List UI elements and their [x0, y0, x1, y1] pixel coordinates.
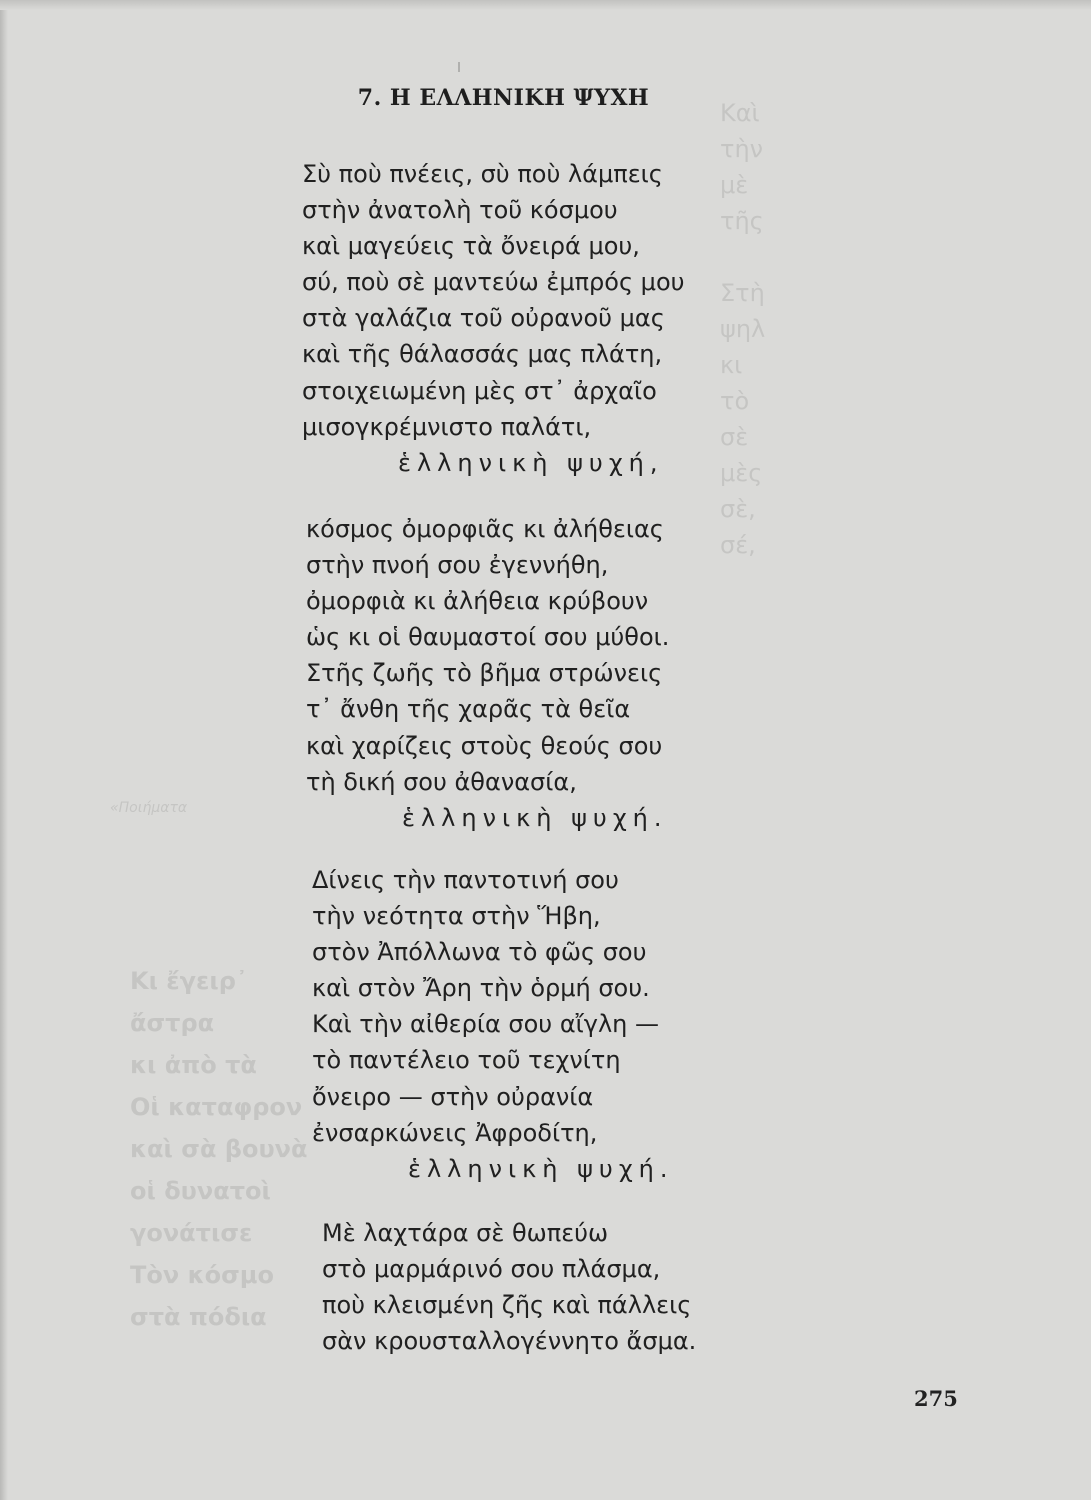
- verse-line: τὸ παντέλειο τοῦ τεχνίτη: [312, 1046, 621, 1075]
- verse-line: Στῆς ζωῆς τὸ βῆμα στρώνεις: [306, 659, 663, 688]
- verse-line: ὄνειρο — στὴν οὐρανία: [312, 1082, 594, 1111]
- verse-line: σύ, ποὺ σὲ μαντεύω ἐμπρός μου: [302, 268, 685, 297]
- show-through-text: «Ποιήματα: [110, 800, 188, 816]
- verse-line: στὴν ἀνατολὴ τοῦ κόσμου: [302, 196, 618, 225]
- refrain-line: ἑλληνικὴ ψυχή,: [398, 448, 664, 477]
- verse-line: στὰ γαλάζια τοῦ οὐρανοῦ μας: [302, 304, 665, 333]
- verse-line: κόσμος ὀμορφιᾶς κι ἀλήθειας: [306, 515, 664, 543]
- refrain-line: ἑλληνικὴ ψυχή.: [402, 803, 668, 832]
- page-number: 275: [914, 1386, 958, 1411]
- verse-line: στὸν Ἀπόλλωνα τὸ φῶς σου: [312, 938, 647, 967]
- verse-line: στὸ μαρμάρινό σου πλάσμα,: [322, 1255, 661, 1284]
- verse-line: σὰν κρουσταλλογέννητο ἄσμα.: [322, 1327, 697, 1356]
- page-gutter-shadow: [0, 0, 8, 1500]
- stanza: [312, 862, 674, 1187]
- verse-line: καὶ μαγεύεις τὰ ὄνειρά μου,: [302, 232, 640, 261]
- verse-line: μισογκρέμνιστο παλάτι,: [302, 412, 592, 441]
- show-through-text: Κι ἔγειρ᾽ ἄστρα κι ἀπὸ τὰ Οἱ καταφρον καὶ σὰ βουνὰ οἱ δυνατοὶ γονάτισε Τὸν κόσμο στὰ πόδια: [130, 967, 308, 1331]
- verse-line: στοιχειωμένη μὲς στ᾽ ἀρχαῖο: [302, 376, 657, 405]
- verse-line: ὀμορφιὰ κι ἀλήθεια κρύβουν: [306, 587, 649, 616]
- verse-line: ὡς κι οἱ θαυμαστοί σου μύθοι.: [306, 623, 670, 652]
- verse-line: ποὺ κλεισμένη ζῆς καὶ πάλλεις: [322, 1291, 692, 1320]
- stanza: [302, 156, 685, 481]
- show-through-text: Καὶ τὴν μὲ τῆς Στὴ ψηλ κι τὸ σὲ μὲς σὲ, σέ,: [720, 99, 766, 559]
- printer-mark: [458, 62, 460, 72]
- page-top-shadow: [0, 0, 1091, 10]
- verse-line: Μὲ λαχτάρα σὲ θωπεύω: [322, 1219, 609, 1247]
- verse-line: στὴν πνοή σου ἐγεννήθη,: [306, 551, 609, 580]
- verse-line: καὶ τῆς θάλασσάς μας πλάτη,: [302, 340, 663, 369]
- verse-line: τὴ δική σου ἀθανασία,: [306, 767, 577, 796]
- stanza: [322, 1215, 696, 1359]
- verse-line: ἐνσαρκώνεις Ἀφροδίτη,: [312, 1118, 598, 1147]
- verse-line: Σὺ ποὺ πνέεις, σὺ ποὺ λάμπεις: [302, 160, 663, 188]
- verse-line: Καὶ τὴν αἰθερία σου αἴγλη —: [312, 1010, 660, 1039]
- verse-line: Δίνεις τὴν παντοτινή σου: [312, 866, 619, 894]
- poem-title: 7. Η ΕΛΛΗΝΙΚΗ ΨΥΧΗ: [357, 85, 650, 111]
- verse-line: τ᾽ ἄνθη τῆς χαρᾶς τὰ θεῖα: [306, 695, 631, 724]
- stanza: [306, 511, 669, 836]
- refrain-line: ἑλληνικὴ ψυχή.: [408, 1154, 674, 1183]
- verse-line: καὶ στὸν Ἄρη τὴν ὁρμή σου.: [312, 974, 650, 1003]
- verse-line: τὴν νεότητα στὴν Ἥβη,: [312, 902, 601, 931]
- verse-line: καὶ χαρίζεις στοὺς θεούς σου: [306, 731, 663, 760]
